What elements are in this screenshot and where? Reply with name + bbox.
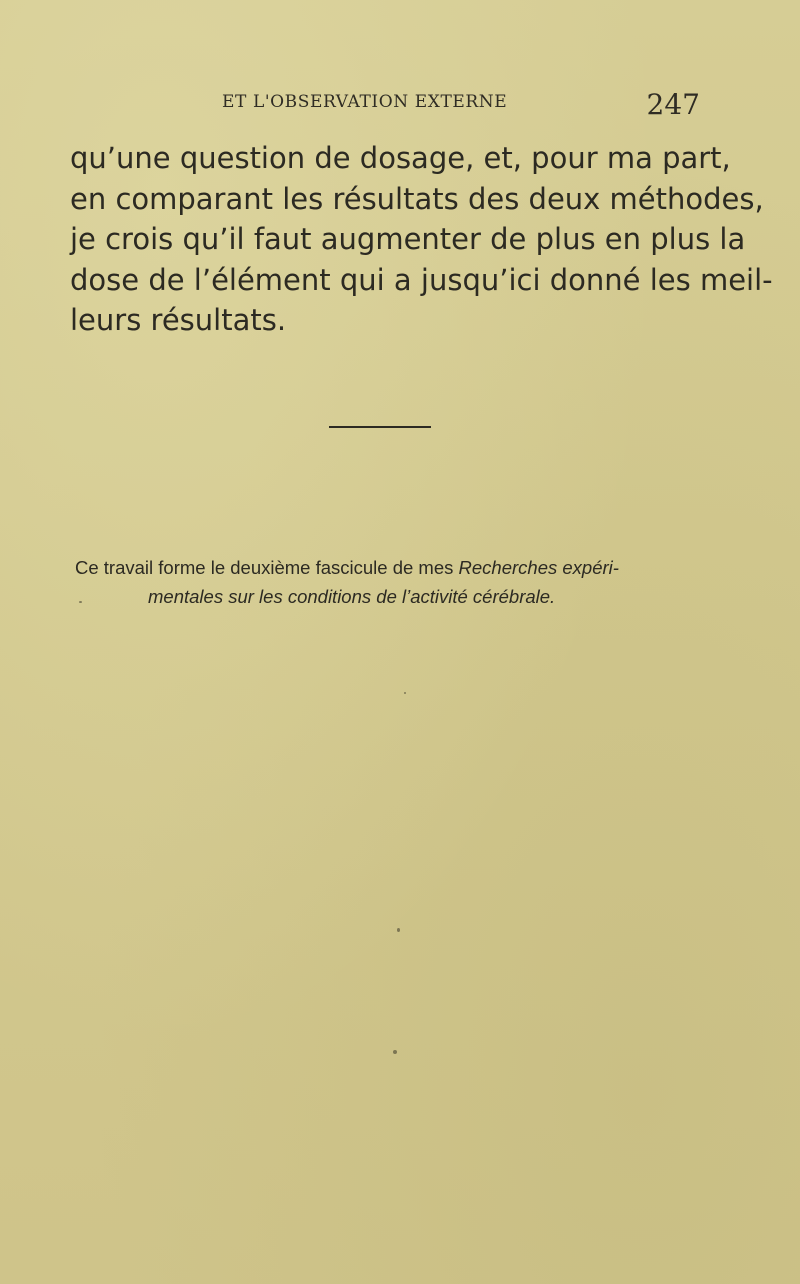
page-number: 247 (646, 88, 700, 121)
footnote-text: Ce travail forme le deuxième fascicule de mes (75, 557, 459, 578)
body-line: leurs résultats. (70, 303, 287, 337)
footnote-title-italic: Recherches expéri- (458, 557, 619, 578)
body-line: je crois qu’il faut augmenter de plus en plus la (70, 222, 746, 256)
footnote-line (75, 553, 701, 582)
running-title: ET L'OBSERVATION EXTERNE (222, 92, 508, 112)
body-paragraph (70, 138, 773, 341)
paper-speck (393, 1050, 397, 1054)
section-divider (329, 426, 431, 428)
body-line: qu’une question de dosage, et, pour ma part, (70, 141, 731, 175)
footnote-line: mentales sur les conditions de l’activité cérébrale. (148, 586, 556, 607)
paper-speck (397, 928, 400, 932)
paper-speck (404, 692, 406, 694)
body-line: en comparant les résultats des deux méthodes, (70, 181, 764, 216)
paper-speck (79, 601, 82, 603)
body-line: dose de l’élément qui a jusqu’ici donné les meil- (70, 262, 773, 297)
running-head (70, 88, 702, 121)
footnote (75, 553, 701, 611)
